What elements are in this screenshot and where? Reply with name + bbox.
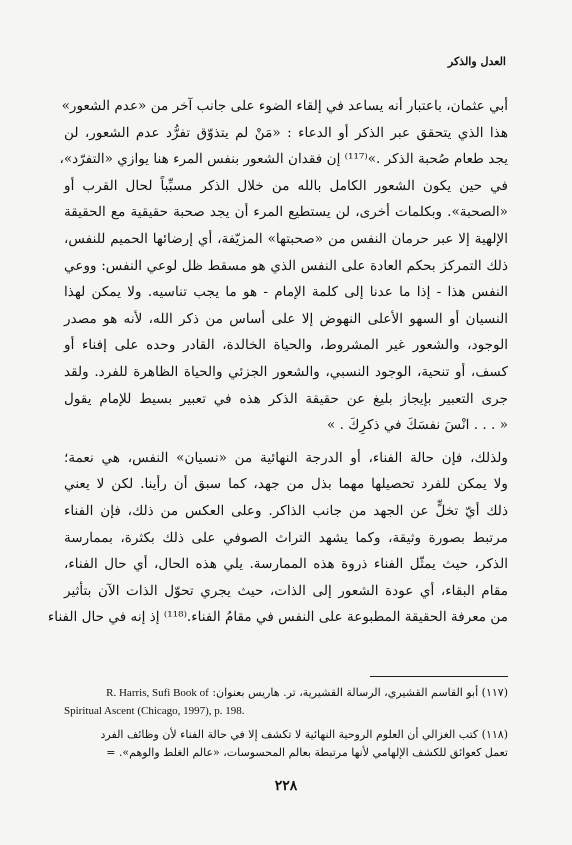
text-line: ذلك أيّ تخلٍّ عن الجهد من جانب الذاكر. وعلى العكس من ذلك، فإن الفناء <box>64 502 508 519</box>
text-line: الوجود، والشعور غير المشروط، والحياة الخالدة، القادر وحده على إفناء أو <box>64 337 508 354</box>
footnote-rule <box>370 676 508 677</box>
footnote-number: (١١٨) <box>481 728 508 741</box>
text-line: النفس هذا - إذا ما عدنا إلى كلمة الإمام - هو ما يجب تناسيه. ولا يمكن لهذا <box>64 284 508 301</box>
text-line: مقام البقاء، أي عودة الشعور إلى الذات، حيث يجري تحوّل الذات الآن بتأثير <box>64 582 508 599</box>
text-line: « . . . انْسَ نفسَكَ في ذكرِكَ . » <box>327 417 508 434</box>
text-line: كسف، أو تنحية، الوجود النسبي، والشعور الجزئي والحياة الظاهرة للفرد. ولقد <box>64 363 508 380</box>
footnote-117 <box>64 684 508 720</box>
text-line: ذلك التمركز بحكم العادة على النفس الذي هو مسقط ظل لوعي النفس: ووعي <box>64 257 508 274</box>
text-line: ولا يمكن للفرد تحصيلها مهما بذل من جهد، كما سبق أن رأينا. لكن لا يعني <box>64 476 508 493</box>
footnote-citation-continued: Spiritual Ascent (Chicago, 1997), p. 198. <box>64 705 245 717</box>
text-line: جرى التعبير بإيجاز بليغ عن حقيقة الذكر هذه في تعبير بسيط للإمام يقول <box>64 390 508 407</box>
page-number: ٢٢٨ <box>274 778 298 794</box>
footnote-text: كتب الغزالي أن العلوم الروحية النهائية لا تكشف إلا في حالة الفناء لأن وظائف الفرد <box>100 728 479 741</box>
text-line: من معرفة الحقيقة المطبوعة على النفس في مقامُ الفناء.⁽¹¹⁸⁾ إذ إنه في حال الفناء <box>47 609 508 626</box>
paragraph-1 <box>59 93 508 439</box>
footnote-text: أبو القاسم القشيري، الرسالة القشيرية، تر. هاريس بعنوان: <box>212 686 479 699</box>
text-line: النسيان أو السهو الأعلى النهوض إلا على أساس من ذكر الله، لأنه هو مصدر <box>64 310 508 327</box>
text-line: «الصحبة». وبكلمات أخرى، لن يستطيع المرء أن يجد صحبة حقيقية مع الحقيقة <box>64 204 508 221</box>
body-text <box>47 93 508 631</box>
footnote-number: (١١٧) <box>481 686 508 699</box>
text-line: الذكر، حيث يمثّل الفناء ذروة هذه الممارسة. يلي هذه الحال، أي حال الفناء، <box>64 556 508 573</box>
text-line: هذا الذي يتحقق عبر الذكر أو الدعاء : «مَنْ لم يتذوّق تفرُّد عدم الشعور، لن <box>64 124 508 141</box>
text-line: مرتبط بصورة وثيقة، وكما يشهد التراث الصوفي على ذلك بكثرة، بممارسة <box>64 529 508 546</box>
footnote-118 <box>64 726 508 762</box>
footnote-line <box>64 726 508 744</box>
text-line: في حين يكون الشعور الكامل بالله من خلال الذكر مسبِّباً لحال القرب أو <box>64 177 508 194</box>
footnote-line: تعمل كعوائق للكشف الإلهامي لأنها مرتبطة بعالم المحسوسات، «عالم الغلط والوهم». = <box>106 746 508 759</box>
running-head: العدل والذكر <box>447 55 506 68</box>
footnote-line <box>64 684 508 702</box>
text-line: ولذلك، فإن حالة الفناء، أو الدرجة النهائية من «نسيان» النفس، هي نعمة؛ <box>64 449 508 466</box>
text-line: أبي عثمان، باعتبار أنه يساعد في إلقاء الضوء على جانب آخر من «عدم الشعور» <box>61 98 508 114</box>
text-line: الإلهية إلا عبر حرمان النفس من «صحبتها» المزيّفة، أي إرضائها الحميم للنفس، <box>64 230 508 247</box>
paragraph-2 <box>47 445 508 631</box>
footnote-citation: R. Harris, Sufi Book of <box>106 687 209 699</box>
footnotes <box>64 684 508 768</box>
text-line: يجد طعام صُحبة الذكر .»⁽¹¹⁷⁾ إن فقدان الشعور بنفس المرء هنا يوازي «التفرّد»، <box>59 151 508 168</box>
